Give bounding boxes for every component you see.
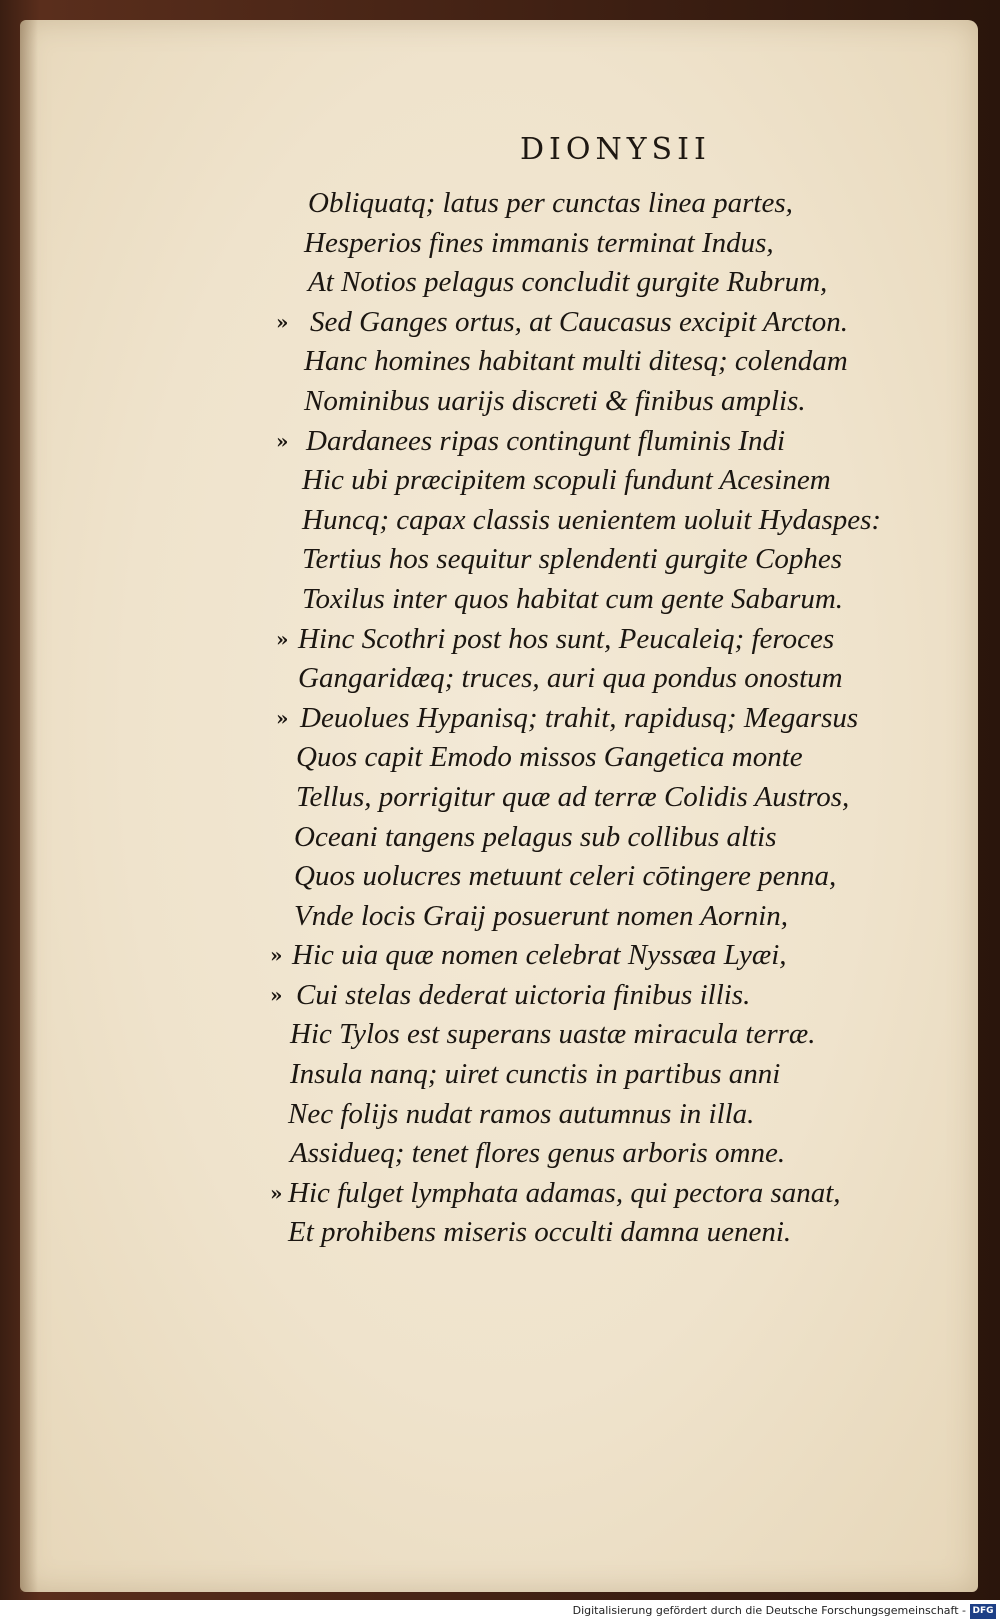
verse-line bbox=[20, 461, 978, 501]
marginal-marker: » bbox=[270, 1180, 283, 1205]
verse-line bbox=[20, 422, 978, 462]
verse-line bbox=[20, 818, 978, 858]
verse-line-text: Hic ubi præcipitem scopuli fundunt Acesinem bbox=[302, 464, 831, 497]
verse-line bbox=[20, 303, 978, 343]
verse-block bbox=[20, 184, 978, 1253]
running-head: DIONYSII bbox=[520, 132, 711, 167]
verse-line bbox=[20, 1015, 978, 1055]
verse-line bbox=[20, 1213, 978, 1253]
verse-line-text: Hanc homines habitant multi ditesq; colendam bbox=[304, 345, 848, 378]
verse-line-text: Obliquatq; latus per cunctas linea partes, bbox=[308, 187, 793, 219]
verse-line-text: Insula nanq; uiret cunctis in partibus anni bbox=[290, 1058, 781, 1091]
verse-line bbox=[20, 1055, 978, 1095]
verse-line bbox=[20, 699, 978, 739]
verse-line-text: Hinc Scothri post hos sunt, Peucaleiq; feroces bbox=[298, 622, 835, 655]
verse-line bbox=[20, 501, 978, 541]
verse-line-text: Toxilus inter quos habitat cum gente Sabarum. bbox=[302, 582, 844, 615]
verse-line-text: Hic Tylos est superans uastæ miracula terræ. bbox=[290, 1018, 816, 1051]
verse-line bbox=[20, 778, 978, 818]
verse-line-text: Gangaridæq; truces, auri qua pondus onostum bbox=[298, 662, 843, 695]
verse-line-text: Hic uia quæ nomen celebrat Nyssæa Lyæi, bbox=[292, 939, 787, 972]
verse-line bbox=[20, 184, 978, 224]
verse-line bbox=[20, 1134, 978, 1174]
verse-line bbox=[20, 342, 978, 382]
verse-line-text: At Notios pelagus concludit gurgite Rubrum, bbox=[308, 266, 828, 299]
verse-line bbox=[20, 738, 978, 778]
verse-line-text: Oceani tangens pelagus sub collibus altis bbox=[294, 820, 777, 853]
marginal-marker: » bbox=[276, 309, 289, 334]
verse-line bbox=[20, 1095, 978, 1135]
verse-line-text: Nominibus uarijs discreti & finibus amplis. bbox=[304, 384, 806, 417]
verse-line bbox=[20, 540, 978, 580]
verse-line bbox=[20, 897, 978, 937]
dfg-logo: DFG bbox=[970, 1604, 996, 1619]
verse-line bbox=[20, 1174, 978, 1214]
verse-line bbox=[20, 976, 978, 1016]
verse-line-text: Huncq; capax classis uenientem uoluit Hydaspes: bbox=[302, 503, 882, 536]
verse-line-text: Dardanees ripas contingunt fluminis Indi bbox=[306, 424, 786, 457]
footer-credit: Digitalisierung gefördert durch die Deutsche Forschungsgemeinschaft - bbox=[572, 1604, 966, 1617]
verse-line-text: Vnde locis Graij posuerunt nomen Aornin, bbox=[294, 899, 789, 932]
verse-line bbox=[20, 659, 978, 699]
verse-line-text: Quos uolucres metuunt celeri cōtingere penna, bbox=[294, 860, 837, 893]
verse-line bbox=[20, 580, 978, 620]
verse-line bbox=[20, 224, 978, 264]
page-paper bbox=[20, 20, 978, 1592]
verse-line-text: Et prohibens miseris occulti damna ueneni. bbox=[288, 1216, 792, 1249]
verse-line bbox=[20, 382, 978, 422]
verse-line bbox=[20, 936, 978, 976]
verse-line-text: Deuolues Hypanisq; trahit, rapidusq; Megarsus bbox=[300, 701, 859, 734]
verse-line-text: Assidueq; tenet flores genus arboris omne. bbox=[290, 1137, 786, 1170]
marginal-marker: » bbox=[276, 428, 289, 453]
verse-line-text: Sed Ganges ortus, at Caucasus excipit Arcton. bbox=[310, 305, 849, 338]
verse-line-text: Tellus, porrigitur quæ ad terræ Colidis Austros, bbox=[296, 780, 850, 813]
verse-line-text: Quos capit Emodo missos Gangetica monte bbox=[296, 741, 803, 774]
marginal-marker: » bbox=[276, 705, 289, 730]
verse-line-text: Cui stelas dederat uictoria finibus illis. bbox=[296, 978, 751, 1011]
marginal-marker: » bbox=[276, 626, 289, 651]
verse-line-text: Tertius hos sequitur splendenti gurgite Cophes bbox=[302, 543, 843, 576]
verse-line-text: Hesperios fines immanis terminat Indus, bbox=[304, 226, 774, 259]
verse-line bbox=[20, 857, 978, 897]
verse-line-text: Nec folijs nudat ramos autumnus in illa. bbox=[288, 1097, 755, 1130]
digitization-footer bbox=[0, 1600, 1000, 1624]
marginal-marker: » bbox=[270, 943, 283, 968]
marginal-marker: » bbox=[270, 982, 283, 1007]
verse-line bbox=[20, 263, 978, 303]
verse-line bbox=[20, 620, 978, 660]
verse-line-text: Hic fulget lymphata adamas, qui pectora sanat, bbox=[288, 1176, 841, 1209]
